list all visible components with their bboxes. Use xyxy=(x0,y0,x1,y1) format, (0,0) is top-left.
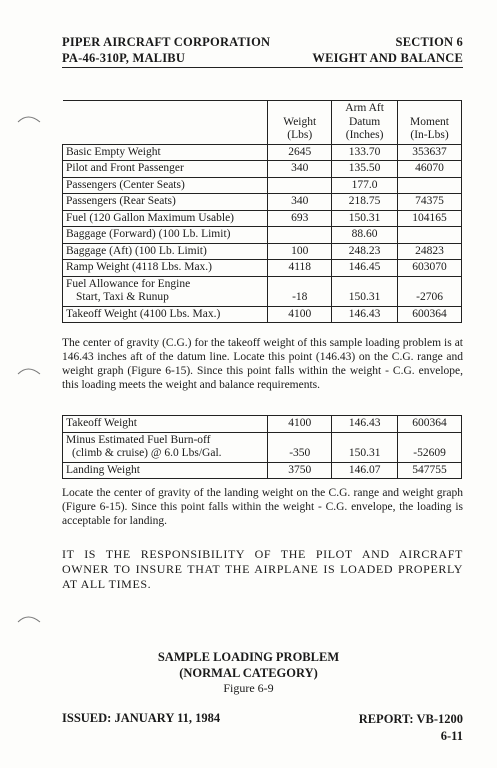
table-row xyxy=(63,227,462,244)
row-label: Passengers (Center Seats) xyxy=(63,177,268,194)
section-number: SECTION 6 xyxy=(395,35,463,49)
row-arm: 150.31 xyxy=(332,432,398,462)
table-row xyxy=(63,260,462,277)
row-label: Landing Weight xyxy=(63,462,268,479)
row-label-line2: Start, Taxi & Runup xyxy=(76,291,169,303)
row-weight: 340 xyxy=(268,194,332,211)
row-moment: 74375 xyxy=(398,194,462,211)
caption-subtitle: (NORMAL CATEGORY) xyxy=(179,666,318,680)
figure-number: Figure 6-9 xyxy=(223,681,274,695)
punch-hole-mark xyxy=(14,112,44,142)
row-arm: 218.75 xyxy=(332,194,398,211)
report-number: REPORT: VB-1200 xyxy=(358,712,463,726)
punch-hole-mark xyxy=(14,610,44,640)
row-weight: 693 xyxy=(268,210,332,227)
table-header-row xyxy=(63,101,462,145)
table-row xyxy=(63,194,462,211)
row-moment xyxy=(398,227,462,244)
row-label: Ramp Weight (4118 Lbs. Max.) xyxy=(63,260,268,277)
row-arm: 248.23 xyxy=(332,243,398,260)
col-weight-line1: Weight xyxy=(283,115,317,128)
row-moment: -2706 xyxy=(398,276,462,306)
row-arm: 150.31 xyxy=(332,210,398,227)
row-label: Basic Empty Weight xyxy=(63,144,268,161)
punch-hole-mark xyxy=(14,362,44,392)
table-row xyxy=(63,306,462,323)
header-right xyxy=(312,34,463,66)
col-weight-line2: (Lbs) xyxy=(287,129,313,141)
sample-loading-table xyxy=(62,100,462,323)
row-label-line1: Minus Estimated Fuel Burn-off xyxy=(66,433,211,446)
row-weight: -18 xyxy=(268,276,332,306)
row-weight: 4100 xyxy=(268,306,332,323)
row-label: Takeoff Weight (4100 Lbs. Max.) xyxy=(63,306,268,323)
row-moment: 547755 xyxy=(398,462,462,479)
header-rule xyxy=(62,67,463,68)
row-weight: 2645 xyxy=(268,144,332,161)
row-weight: -350 xyxy=(268,432,332,462)
row-arm: 146.07 xyxy=(332,462,398,479)
col-arm-line3: (Inches) xyxy=(345,129,384,141)
table-row xyxy=(63,243,462,260)
table-row xyxy=(63,416,462,433)
row-moment: 46070 xyxy=(398,161,462,178)
row-moment: 24823 xyxy=(398,243,462,260)
col-moment-header xyxy=(398,101,462,145)
row-label: Baggage (Forward) (100 Lb. Limit) xyxy=(63,227,268,244)
row-moment: 104165 xyxy=(398,210,462,227)
col-weight-header xyxy=(268,101,332,145)
row-label: Baggage (Aft) (100 Lb. Limit) xyxy=(63,243,268,260)
col-moment-line1: Moment xyxy=(410,115,450,128)
col-arm-header xyxy=(332,101,398,145)
header-left xyxy=(62,34,270,66)
row-label-line1: Fuel Allowance for Engine xyxy=(66,277,191,290)
table-row xyxy=(63,276,462,306)
row-label: Pilot and Front Passenger xyxy=(63,161,268,178)
row-label-line2: (climb & cruise) @ 6.0 Lbs/Gal. xyxy=(72,447,222,459)
row-arm: 146.45 xyxy=(332,260,398,277)
header-blank-cell xyxy=(63,101,268,145)
row-arm: 146.43 xyxy=(332,306,398,323)
row-weight: 4100 xyxy=(268,416,332,433)
row-moment: 600364 xyxy=(398,416,462,433)
responsibility-warning: IT IS THE RESPONSIBILITY OF THE PILOT AND AIRCRAFT OWNER TO INSURE THAT THE AIRPLANE IS LOADED PROPERLY AT ALL TIMES. xyxy=(62,547,463,591)
row-weight: 3750 xyxy=(268,462,332,479)
footer-right xyxy=(359,711,463,745)
row-moment: 600364 xyxy=(398,306,462,323)
row-moment xyxy=(398,177,462,194)
col-moment-line2: (In-Lbs) xyxy=(410,129,449,141)
row-moment: -52609 xyxy=(398,432,462,462)
row-weight: 340 xyxy=(268,161,332,178)
row-label xyxy=(63,276,268,306)
col-arm-line1: Arm Aft xyxy=(345,102,384,114)
aircraft-model: PA-46-310P, MALIBU xyxy=(62,51,186,65)
row-weight: 100 xyxy=(268,243,332,260)
table-row xyxy=(63,462,462,479)
row-arm: 135.50 xyxy=(332,161,398,178)
row-arm: 88.60 xyxy=(332,227,398,244)
row-moment: 603070 xyxy=(398,260,462,277)
row-weight: 4118 xyxy=(268,260,332,277)
row-arm: 133.70 xyxy=(332,144,398,161)
row-arm: 177.0 xyxy=(332,177,398,194)
table-row xyxy=(63,161,462,178)
landing-cg-paragraph: Locate the center of gravity of the landing weight on the C.G. range and weight graph (Figure 6-15). Since this point falls within the weight - C.G. envelope, the loading is acceptable for landing. xyxy=(62,487,463,527)
issued-date: ISSUED: JANUARY 11, 1984 xyxy=(62,711,221,725)
figure-caption xyxy=(0,649,497,696)
row-arm: 146.43 xyxy=(332,416,398,433)
table-row xyxy=(63,144,462,161)
row-label xyxy=(63,432,268,462)
row-label: Fuel (120 Gallon Maximum Usable) xyxy=(63,210,268,227)
table-row xyxy=(63,210,462,227)
row-moment: 353637 xyxy=(398,144,462,161)
table-row xyxy=(63,432,462,462)
landing-weight-table xyxy=(62,415,462,479)
takeoff-cg-paragraph: The center of gravity (C.G.) for the takeoff weight of this sample loading problem is at 146.43 inches aft of the datum line. Locate this point (146.43) on the C.G. range and weight graph (Figure 6-15). Since this point falls within the weight - C.G. envelope, this loading meets the weight and balance requirements. xyxy=(62,337,463,391)
section-title: WEIGHT AND BALANCE xyxy=(312,51,463,65)
company-name: PIPER AIRCRAFT CORPORATION xyxy=(62,35,271,49)
caption-title: SAMPLE LOADING PROBLEM xyxy=(157,650,340,664)
table-row xyxy=(63,177,462,194)
row-arm: 150.31 xyxy=(332,276,398,306)
col-arm-line2: Datum xyxy=(348,115,381,128)
row-label: Passengers (Rear Seats) xyxy=(63,194,268,211)
row-label: Takeoff Weight xyxy=(63,416,268,433)
row-weight xyxy=(268,177,332,194)
row-weight xyxy=(268,227,332,244)
page-number: 6-11 xyxy=(440,729,463,743)
